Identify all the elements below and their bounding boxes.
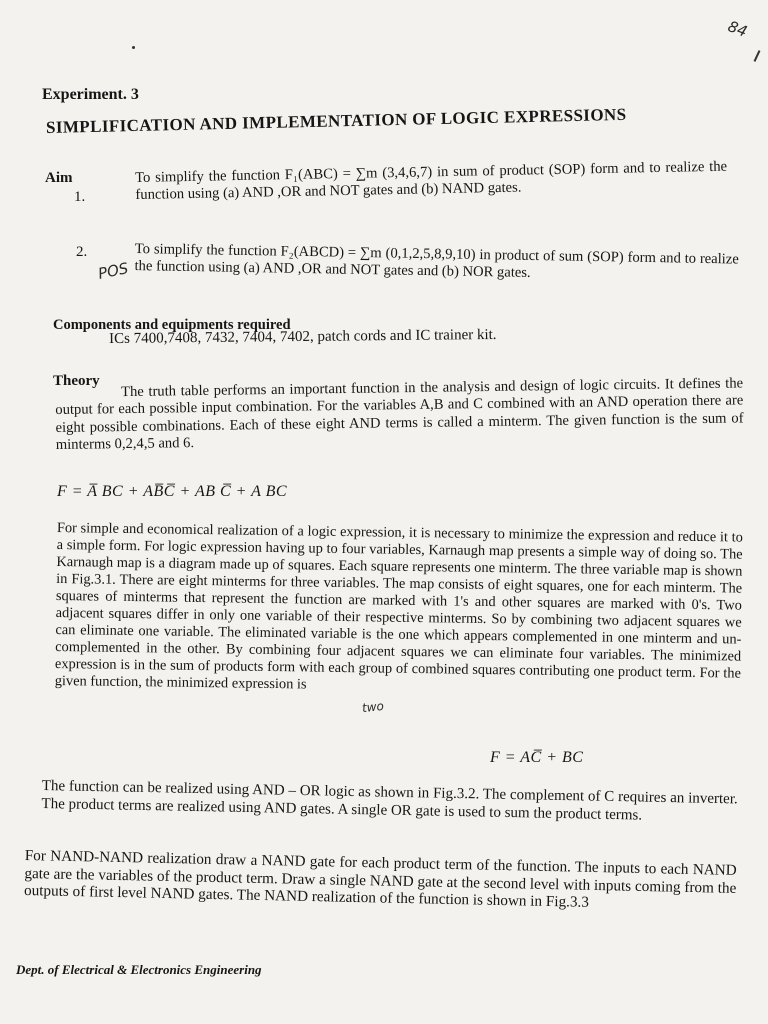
formula-2-text: F = AC̅ + BC	[490, 749, 584, 766]
theory-paragraph-4: For NAND-NAND realization draw a NAND gate for each product term of the function. The inputs to each NAND gate are the variables of the product term. Draw a single NAND gate at the second level with inputs coming from the outputs of first level NAND gates. The NAND realization of the function is shown in Fig.3.3	[23, 847, 737, 911]
theory-paragraph-3: The function can be realized using AND – OR logic as shown in Fig.3.2. The complement of C requires an inverter. The product terms are realized using AND gates. A single OR gate is used to sum the product terms.	[41, 778, 738, 824]
aim-heading: Aim	[45, 170, 73, 186]
theory-heading: Theory	[53, 373, 100, 389]
formula-1-text: F = A̅ BC + AB̅C̅ + AB C̅ + A BC	[57, 483, 288, 500]
components-text: ICs 7400,7408, 7432, 7404, 7402, patch cords and IC trainer kit.	[109, 326, 497, 347]
aim-item-2-number: 2.	[76, 244, 88, 260]
aim-item-2-text: To simplify the function F₂(ABCD) = ∑m (0,1,2,5,8,9,10) in product of sum (SOP) form and to realize the function using (a) AND ,OR and NOT gates and (b) NOR gates.	[134, 241, 739, 282]
aim-item-1-number: 1.	[74, 189, 86, 205]
components-heading: Components and equipments required	[53, 317, 291, 333]
aim-item-1-text: To simplify the function F₁(ABC) = ∑m (3,4,6,7) in sum of product (SOP) form and to realize the function using (a) AND ,OR and NOT gates and (b) NAND gates.	[135, 158, 728, 204]
formula-minimized	[490, 749, 583, 767]
experiment-label: Experiment. 3	[42, 86, 139, 103]
page-mark: 84	[725, 17, 750, 41]
theory-paragraph-2: For simple and economical realization of a logic expression, it is necessary to minimize the expression and reduce it to a simple form. For logic expression having up to four variables, Karnaugh map presents a simple way of doing so. The Karnaugh map is a diagram made up of squares. Each square represents one minterm. The three variable map is shown in Fig.3.1. There are eight minterms for three variables. The map consists of eight squares, one for each minterm. The squares of minterms that represent the function are marked with 1's and other squares are marked with 0's. Two adjacent squares differ in only one variable of their respective minterms. So by combining two adjacent squares we can eliminate one variable. The eliminated variable is the one which appears complemented in one minterm and un-complemented in the other. By combining four adjacent squares we can eliminate four variables. The minimized expression is in the sum of products form with each group of combined squares contributing one product term. For the given function, the minimized expression is	[54, 520, 743, 693]
page-title: SIMPLIFICATION AND IMPLEMENTATION OF LOGIC EXPRESSIONS	[45, 104, 627, 137]
handwritten-pos-note: POS	[96, 259, 130, 283]
margin-mark	[754, 50, 761, 62]
footer-department: Dept. of Electrical & Electronics Engineering	[16, 962, 262, 977]
formula-sum-of-minterms	[57, 483, 287, 501]
punch-dot	[132, 46, 135, 49]
handwritten-two-correction: two	[361, 698, 385, 716]
theory-paragraph-1: The truth table performs an important function in the analysis and design of logic circuits. It defines the output for each possible input combination. For the variables A,B and C combined with an AND operation there are eight possible combinations. Each of these eight AND terms is called a minterm. The given function is the sum of minterms 0,2,4,5 and 6.	[55, 375, 744, 453]
